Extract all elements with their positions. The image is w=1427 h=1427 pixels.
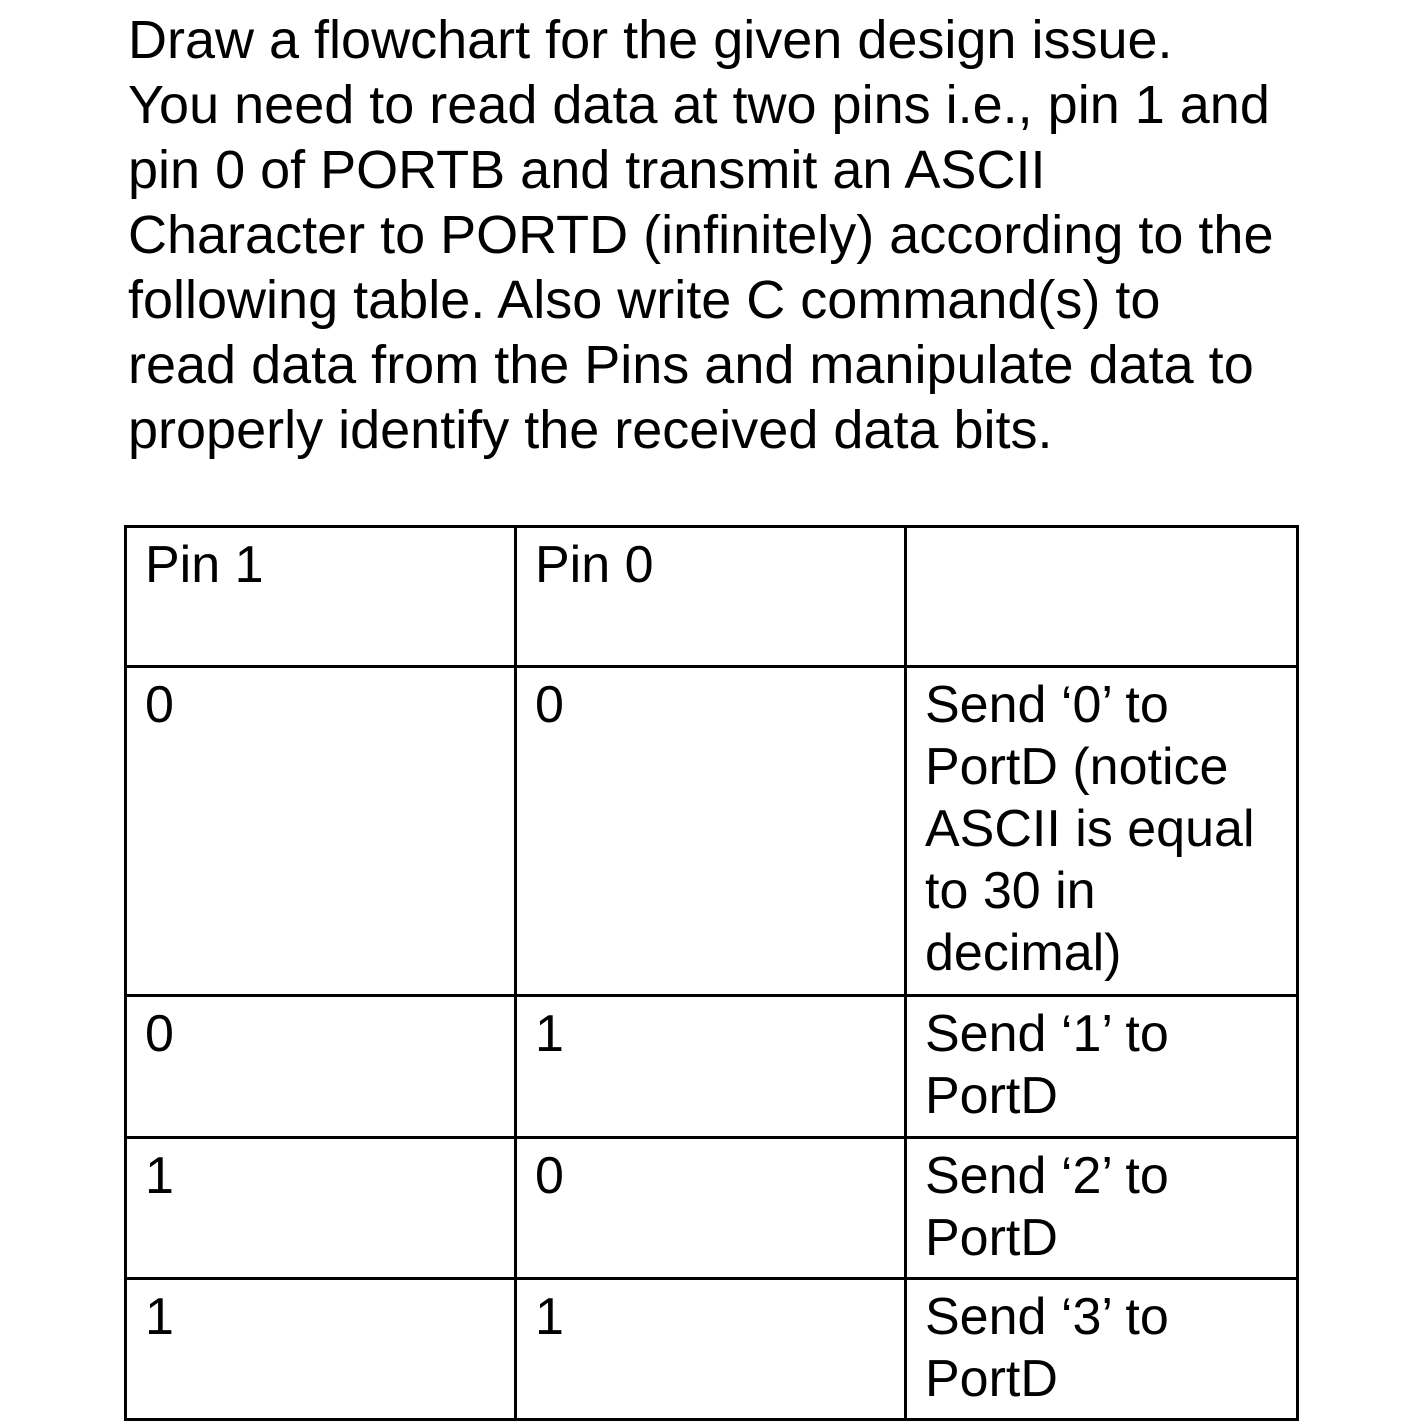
action-line: PortD bbox=[925, 1067, 1058, 1125]
action-line: PortD bbox=[925, 1209, 1058, 1267]
cell-pin1: 0 bbox=[126, 996, 516, 1138]
cell-action bbox=[906, 1138, 1298, 1279]
action-line: Send ‘3’ to bbox=[925, 1288, 1169, 1346]
header-pin1: Pin 1 bbox=[126, 527, 516, 667]
cell-pin0: 1 bbox=[516, 1279, 906, 1420]
cell-pin0: 0 bbox=[516, 667, 906, 996]
table-row bbox=[126, 996, 1298, 1138]
question-line: Draw a flowchart for the given design issue. bbox=[128, 10, 1173, 70]
action-line: decimal) bbox=[925, 924, 1122, 982]
action-line: to 30 in bbox=[925, 862, 1096, 920]
action-line: Send ‘2’ to bbox=[925, 1147, 1169, 1205]
cell-action bbox=[906, 996, 1298, 1138]
question-line: pin 0 of PORTB and transmit an ASCII bbox=[128, 140, 1046, 200]
action-line: PortD (notice bbox=[925, 738, 1229, 796]
header-action bbox=[906, 527, 1298, 667]
header-pin0: Pin 0 bbox=[516, 527, 906, 667]
cell-pin0: 0 bbox=[516, 1138, 906, 1279]
truth-table bbox=[124, 525, 1299, 1421]
cell-pin1: 1 bbox=[126, 1279, 516, 1420]
question-line: Character to PORTD (infinitely) according to the bbox=[128, 205, 1274, 265]
cell-pin1: 1 bbox=[126, 1138, 516, 1279]
cell-pin1: 0 bbox=[126, 667, 516, 996]
action-line: Send ‘0’ to bbox=[925, 676, 1169, 734]
action-line: PortD bbox=[925, 1350, 1058, 1408]
question-line: following table. Also write C command(s) to bbox=[128, 270, 1161, 330]
question-line: properly identify the received data bits. bbox=[128, 400, 1053, 460]
action-line: ASCII is equal bbox=[925, 800, 1255, 858]
cell-action bbox=[906, 667, 1298, 996]
question-line: You need to read data at two pins i.e., pin 1 and bbox=[128, 75, 1270, 135]
question-text bbox=[128, 8, 1298, 463]
table-row bbox=[126, 1279, 1298, 1420]
table-header-row bbox=[126, 527, 1298, 667]
table-row bbox=[126, 667, 1298, 996]
action-line: Send ‘1’ to bbox=[925, 1005, 1169, 1063]
cell-action bbox=[906, 1279, 1298, 1420]
question-line: read data from the Pins and manipulate data to bbox=[128, 335, 1254, 395]
table-row bbox=[126, 1138, 1298, 1279]
cell-pin0: 1 bbox=[516, 996, 906, 1138]
